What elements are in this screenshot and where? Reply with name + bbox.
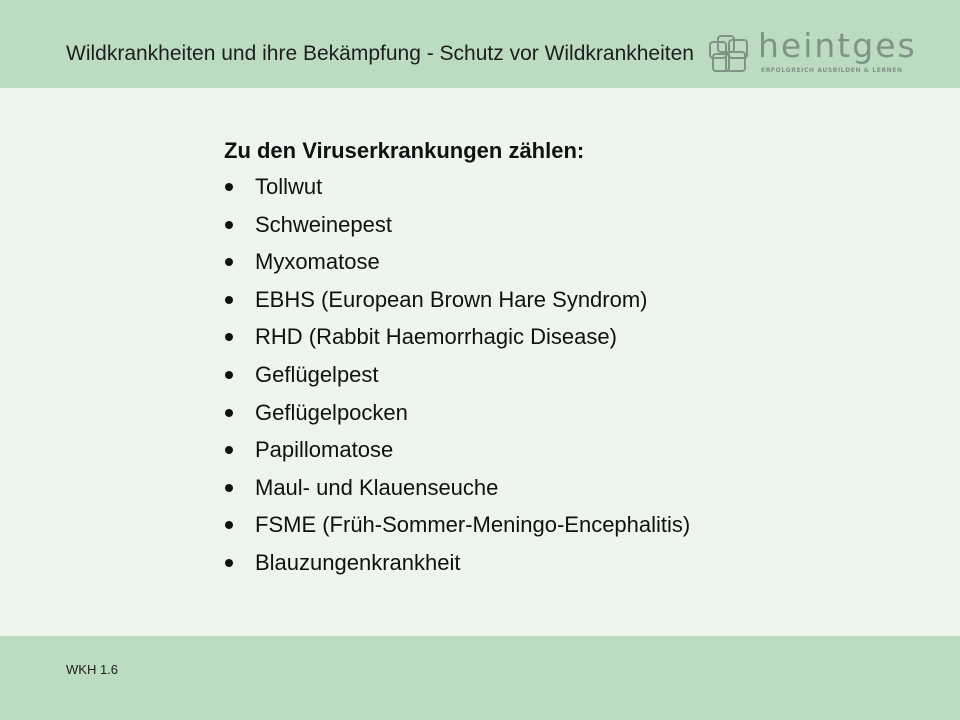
list-item <box>224 322 690 360</box>
list-item-label: Geflügelpocken <box>255 399 408 425</box>
slide-code: WKH 1.6 <box>66 662 119 677</box>
list-item <box>224 473 690 511</box>
list-item <box>224 548 690 586</box>
bullet-icon <box>225 521 233 529</box>
footer-band <box>0 636 960 720</box>
list-item <box>224 360 690 398</box>
list-item-label: Geflügelpest <box>255 361 379 387</box>
list-item-label: RHD (Rabbit Haemorrhagic Disease) <box>255 324 617 350</box>
slide-title: Wildkrankheiten und ihre Bekämpfung - Schutz vor Wildkrankheiten <box>66 42 694 65</box>
bullet-icon <box>225 371 233 379</box>
list-item-label: Blauzungenkrankheit <box>255 549 461 575</box>
logo-tagline: ERFOLGREICH AUSBILDEN & LERNEN <box>761 67 903 74</box>
list-item-label: Papillomatose <box>255 437 394 463</box>
bullet-icon <box>225 183 233 191</box>
list-item <box>224 510 690 548</box>
bullet-icon <box>225 221 233 229</box>
heintges-logo <box>700 26 917 78</box>
list-item <box>224 398 690 436</box>
list-item-label: Maul- und Klauenseuche <box>255 474 499 500</box>
list-item <box>224 210 690 248</box>
list-item <box>224 247 690 285</box>
bullet-icon <box>225 409 233 417</box>
list-heading: Zu den Viruserkrankungen zählen: <box>224 138 585 163</box>
list-item <box>224 435 690 473</box>
bullet-icon <box>225 446 233 454</box>
bullet-icon <box>225 559 233 567</box>
list-item <box>224 285 690 323</box>
bullet-icon <box>225 296 233 304</box>
list-item-label: EBHS (European Brown Hare Syndrom) <box>255 286 648 312</box>
list-item-label: Tollwut <box>255 174 323 199</box>
list-item <box>224 172 690 210</box>
list-item-label: FSME (Früh-Sommer-Meningo-Encephalitis) <box>255 512 691 538</box>
header-band <box>0 0 960 88</box>
bullet-icon <box>225 484 233 492</box>
bullet-icon <box>225 258 233 266</box>
slide-content <box>224 134 690 586</box>
virus-disease-list <box>224 172 690 586</box>
list-item-label: Schweinepest <box>255 211 392 237</box>
bullet-icon <box>225 333 233 341</box>
logo-wordmark: heintges <box>758 26 917 65</box>
list-item-label: Myxomatose <box>255 249 380 275</box>
heintges-logo-mark-icon <box>709 34 749 74</box>
